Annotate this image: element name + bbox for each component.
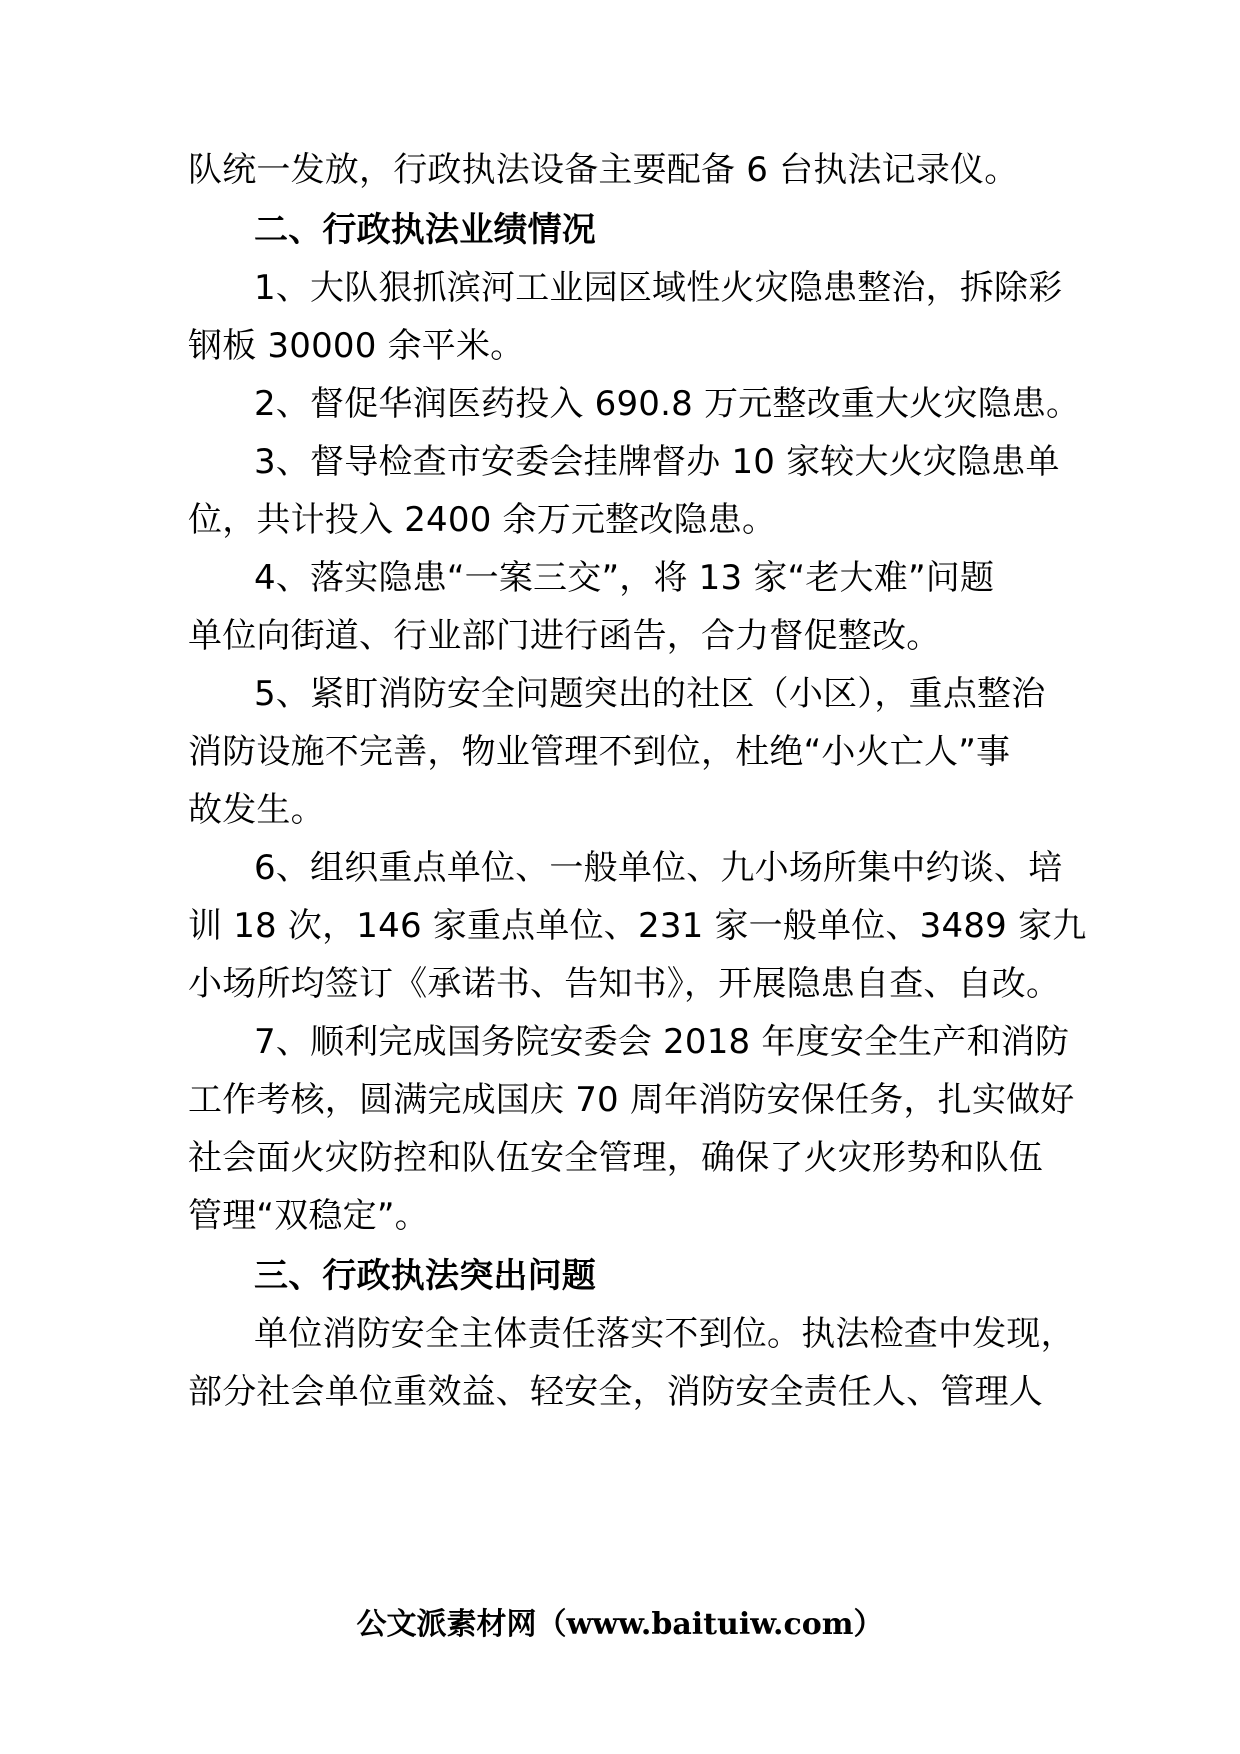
- text-line: 管理“双稳定”。: [188, 1196, 429, 1236]
- text-line: 消防设施不完善，物业管理不到位，杜绝“小火亡人”事: [188, 732, 1011, 772]
- text-line: 工作考核，圆满完成国庆 70 周年消防安保任务，扎实做好: [188, 1080, 1075, 1120]
- text-line: 训 18 次，146 家重点单位、231 家一般单位、3489 家九: [188, 906, 1087, 946]
- text-line: 钢板 30000 余平米。: [188, 326, 525, 366]
- text-line: 5、紧盯消防安全问题突出的社区（小区），重点整治: [254, 674, 1046, 714]
- footer-watermark: 公文派素材网（www.baituiw.com）: [356, 1607, 884, 1642]
- section-heading: 三、行政执法突出问题: [254, 1256, 596, 1296]
- text-line: 位，共计投入 2400 余万元整改隐患。: [188, 500, 777, 540]
- text-line: 2、督促华润医药投入 690.8 万元整改重大火灾隐患。: [254, 384, 1081, 424]
- text-line: 3、督导检查市安委会挂牌督办 10 家较大火灾隐患单: [254, 442, 1060, 482]
- section-heading: 二、行政执法业绩情况: [254, 210, 596, 250]
- text-line: 小场所均签订《承诺书、告知书》，开展隐患自查、自改。: [188, 964, 1061, 1004]
- text-line: 6、组织重点单位、一般单位、九小场所集中约谈、培: [254, 848, 1063, 888]
- text-line: 队统一发放，行政执法设备主要配备 6 台执法记录仪。: [188, 150, 1019, 190]
- text-line: 单位消防安全主体责任落实不到位。执法检查中发现，: [254, 1314, 1075, 1354]
- text-line: 7、顺利完成国务院安委会 2018 年度安全生产和消防: [254, 1022, 1070, 1062]
- text-line: 社会面火灾防控和队伍安全管理，确保了火灾形势和队伍: [188, 1138, 1043, 1178]
- text-line: 单位向街道、行业部门进行函告，合力督促整改。: [188, 616, 941, 656]
- text-line: 1、大队狠抓滨河工业园区域性火灾隐患整治，拆除彩: [254, 268, 1063, 308]
- text-line: 故发生。: [188, 790, 325, 830]
- text-line: 4、落实隐患“一案三交”，将 13 家“老大难”问题: [254, 558, 995, 598]
- text-line: 部分社会单位重效益、轻安全，消防安全责任人、管理人: [188, 1372, 1043, 1412]
